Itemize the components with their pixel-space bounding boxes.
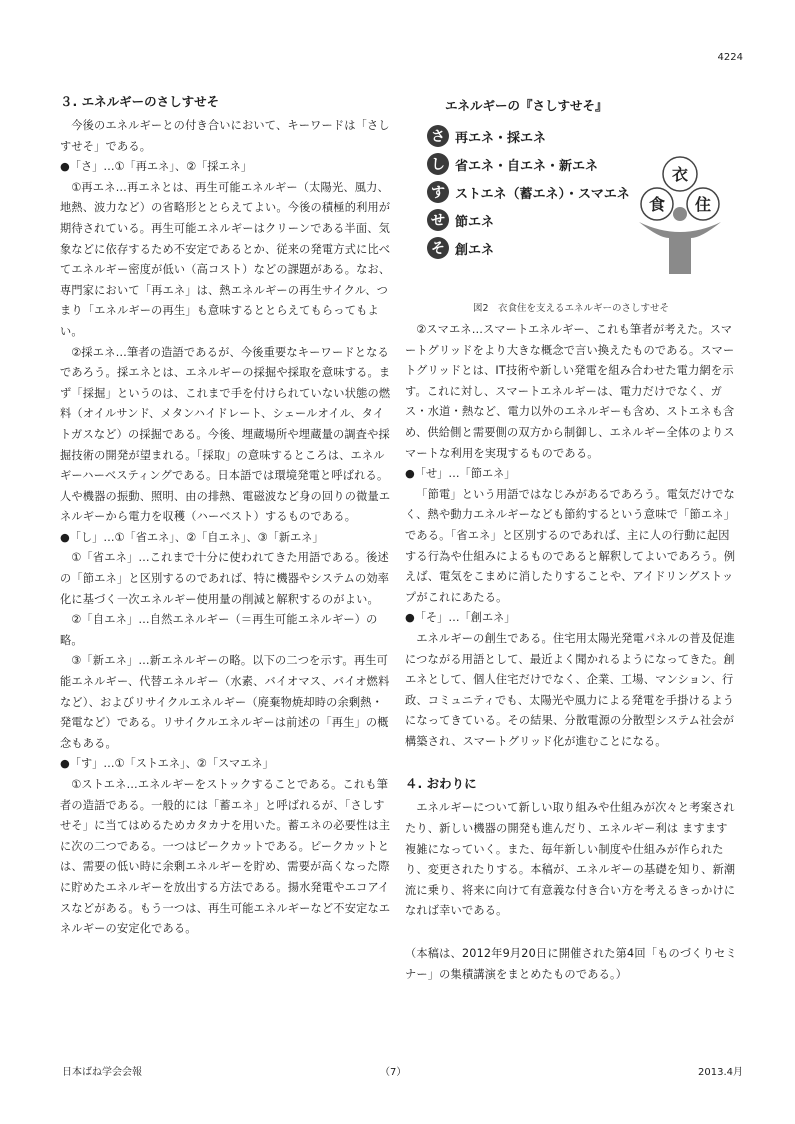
figure-title: エネルギーの『さしすせそ』 [445, 98, 608, 113]
person-body [639, 222, 721, 274]
intro-paragraph: 今後のエネルギーとの付き合いにおいて、キーワードは「さしすせそ」である。 [60, 119, 390, 153]
so-paragraph-1: エネルギーの創生である。住宅用太陽光発電パネルの普及促進につながる用語として、最近よく聞かれるようになってきた。創エネとして、個人住宅だけでなく、企業、工場、マンション、行政、コミュニティでも、太陽光や風力による発電を手掛けるようになってきている。その結果、分散電源の分散型システム社会が構築され、スマートグリッド化が進むことになる。 [405, 631, 736, 748]
so-subheading: ●「そ」…「創エネ」 [405, 611, 516, 625]
su-paragraph-2: ②スマエネ…スマートエネルギー、これも筆者が考えた。スマートグリッドをより大きな概念で言い換えたものである。スマートグリッドとは、IT技術や新しい発電を組み合わせた電力網を示す。これに対し、スマートエネルギーは、電力だけでなく、ガス・水道・熱など、電力以外のエネルギーも含め、ストエネも含め、供給側と需要側の双方から制御し、エネルギー全体のよりスマートな利用を実現するものである。 [405, 323, 735, 460]
figure-sashisuseso [405, 96, 737, 298]
section-heading: ３. エネルギーのさしすせそ [60, 94, 220, 109]
se-subheading: ●「せ」…「節エネ」 [405, 467, 516, 481]
figure-item-label: 創エネ [455, 242, 495, 258]
left-column [60, 92, 392, 940]
sa-subheading: ●「さ」…①「再エネ」、②「採エネ」 [60, 160, 253, 174]
section-spacer [405, 752, 737, 774]
shi-paragraph-3: ③「新エネ」…新エネルギーの略。以下の二つを示す。再生可能エネルギー、代替エネルギー（水素、バイオマス、バイオ燃料など）、およびリサイクルエネルギー（廃棄物焼却時の余剰熱・発電など）である。リサイクルエネルギーは前述の「再生」の概念もある。 [60, 654, 390, 750]
section-heading-4: ４. おわりに [405, 776, 477, 792]
figure-caption: 図2 衣食住を支えるエネルギーのさしすせそ [472, 303, 670, 314]
kana-badge-su: す [427, 181, 449, 203]
person-head [673, 207, 687, 221]
sa-paragraph-2: ②採エネ…筆者の造語であるが、今後重要なキーワードとなるであろう。採エネとは、エネルギーの採掘や採取を意味する。まず「採掘」というのは、これまで手を付けられていない状態の燃料（オイルサンド、メタンハイドレート、シェールオイル、タイトガスなど）の採掘である。今後、埋蔵場所や埋蔵量の調査や採掘技術の開発が望まれる。「採取」の意味するところは、エネルギーハーベスティングである。日本語では環境発電と呼ばれる。人や機器の振動、照明、由の排熱、電磁波など身の回りの微量エネルギーから電力を収穫（ハーベスト）するものである。 [60, 345, 391, 524]
figure-item-label: 省エネ・自エネ・新エネ [455, 158, 599, 174]
kana-badge-se: せ [427, 209, 449, 231]
shi-paragraph-2: ②「自エネ」…自然エネルギー（＝再生可能エネルギー）の略。 [60, 613, 378, 647]
person-label-top: 衣 [671, 165, 689, 184]
figure-item-sa [427, 122, 737, 150]
su-subheading: ●「す」…①「ストエネ」、②「スマエネ」 [60, 757, 274, 771]
shi-subheading: ●「し」…①「省エネ」、②「自エネ」、③「新エネ」 [60, 530, 324, 544]
right-column [405, 96, 737, 985]
closing-paragraph: エネルギーについて新しい取り組みや仕組みが次々と考案されたり、新しい機器の開発も進んだり、エネルギー利は ますます複雑になっていく。また、毎年新しい制度や仕組みが作られたり、変更されたりする。本稿が、エネルギーの基礎を知り、新潮流に乗り、将来に向けて有意義な付き合い方を考えるきっかけになれば幸いである。 [405, 801, 736, 918]
person-illustration-icon [635, 152, 725, 276]
figure-item-label: 再エネ・採エネ [455, 130, 547, 146]
footer-journal-name: 日本ばね学会会報 [62, 1067, 142, 1078]
kana-badge-so: そ [427, 237, 449, 259]
note-spacer [405, 922, 737, 944]
person-label-left: 食 [648, 195, 666, 214]
kana-badge-shi: し [427, 153, 449, 175]
footer-date: 2013.4月 [698, 1067, 743, 1078]
figure-item-label: ストエネ（蓄エネ）・スマエネ [455, 186, 630, 202]
kana-badge-sa: さ [427, 125, 449, 147]
footnote: （本稿は、2012年9月20日に開催された第4回「ものづくりセミナー」の集積講演をまとめたものである。） [405, 947, 737, 981]
figure-item-label: 節エネ [455, 214, 495, 230]
page-number: 4224 [717, 52, 743, 63]
footer-page-number: （7） [380, 1067, 407, 1078]
se-paragraph-1: 「節電」という用語ではなじみがあるであろう。電気だけでなく、熱や動力エネルギーなども節約するという意味で「節エネ」である。「省エネ」と区別するのであれば、主に人の行動に起因する行為や仕組みによるものであると解釈してよいであろう。例えば、電気をこまめに消したりすることや、アイドリングストップがこれにあたる。 [405, 487, 736, 604]
su-paragraph-1: ①ストエネ…エネルギーをストックすることである。これも筆者の造語である。一般的には「蓄エネ」と呼ばれるが、「さしすせそ」に当てはめるためカタカナを用いた。蓄エネの必要性は主に次の二つである。一つはピークカットである。ピークカットとは、需要の低い時に余剰エネルギーを貯め、需要が高くなった際に貯めたエネルギーを放出する方法である。揚水発電やエコアイスなどがある。もう一つは、再生可能エネルギーなど不安定なエネルギーの安定化である。 [60, 778, 391, 936]
shi-paragraph-1: ①「省エネ」…これまで十分に使われてきた用語である。後述の「節エネ」と区別するのであれば、特に機器やシステムの効率化に基づく一次エネルギー使用量の削減と解釈するのがよい。 [60, 551, 390, 606]
person-label-right: 住 [694, 195, 712, 214]
sa-paragraph-1: ①再エネ…再エネとは、再生可能エネルギー（太陽光、風力、地熱、波力など）の省略形ととらえてよい。今後の積極的利用が期待されている。再生可能エネルギーはクリーンである半面、気象などに依存するため不安定であるとか、従来の発電方式に比べてエネルギー密度が低い（高コスト）などの課題がある。なお、専門家において「再エネ」は、熱エネルギーの再生サイクル、つまり「エネルギーの再生」も意味するととらえてもらってもよい。 [60, 180, 391, 338]
